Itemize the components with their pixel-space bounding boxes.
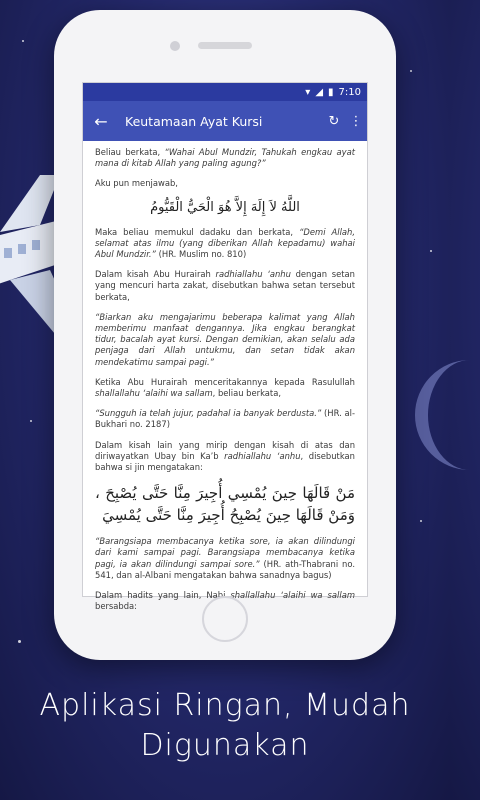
- page-title: Keutamaan Ayat Kursi: [125, 113, 263, 129]
- paragraph: [95, 440, 355, 474]
- text-italic: “Wahai Abul Mundzir, Tahukah engkau ayat mana di kitab Allah yang paling agung?”: [95, 147, 355, 169]
- star: [410, 70, 412, 72]
- tagline-line-2: Digunakan: [140, 728, 310, 763]
- text: Dalam kisah Abu Hurairah: [95, 269, 216, 280]
- phone-frame: [54, 10, 396, 660]
- phone-speaker: [198, 42, 252, 49]
- star: [420, 520, 422, 522]
- text: Beliau berkata,: [95, 147, 165, 157]
- wifi-icon: ▾: [305, 86, 311, 98]
- text-italic: “Demi Allah, selamat atas ilmu (yang diberikan Allah kepadamu) wahai Abul Mundzir.”: [95, 226, 355, 260]
- battery-icon: ▮: [328, 86, 334, 98]
- text: Dalam kisah lain yang mirip dengan kisah di atas dan diriwayatkan Ubay bin Ka’b: [95, 439, 355, 461]
- paragraph: [95, 178, 355, 189]
- star: [30, 420, 32, 422]
- home-button[interactable]: [202, 596, 248, 642]
- paragraph: [95, 147, 355, 169]
- star: [18, 640, 21, 643]
- paragraph: [95, 227, 355, 261]
- app-bar: [83, 101, 367, 141]
- arabic-verse: مَنْ قَالَهَا حِينَ يُمْسِي أُجِيرَ مِنَّا حَتَّى يُصْبِحَ ، وَمَنْ قَالَهَا حِينَ يُصْبِحُ أُجِيرَ مِنَّا حَتَّى يُمْسِيَ: [95, 484, 355, 525]
- text-italic: shallallahu ‘alaihi wa sallam: [95, 388, 213, 399]
- star: [22, 40, 24, 42]
- text: (HR. Muslim no. 810): [155, 249, 247, 260]
- paragraph: [95, 312, 355, 368]
- text-italic: shallallahu ‘alaihi wa sallam: [230, 590, 355, 601]
- text: Dalam hadits yang lain, Nabi: [95, 590, 231, 601]
- text-italic: radhiallahu ‘anhu: [224, 450, 301, 461]
- signal-icon: ◢: [315, 86, 324, 98]
- article-content: [83, 141, 367, 612]
- text-italic: “Sungguh ia telah jujur, padahal ia banyak berdusta.”: [95, 408, 322, 419]
- paragraph: [95, 377, 355, 399]
- paragraph: [95, 536, 355, 581]
- back-arrow-icon[interactable]: ←: [94, 111, 108, 131]
- more-options-icon[interactable]: ⋮: [349, 113, 363, 129]
- text: , disebutkan bahwa si jin mengatakan:: [95, 450, 355, 473]
- text: Maka beliau memukul dadaku dan berkata,: [95, 226, 300, 237]
- phone-screen: [82, 82, 368, 612]
- text: (HR. al-Bukhari no. 2187): [95, 408, 355, 430]
- arabic-verse: اللَّهُ لاَ إِلَهَ إِلاَّ هُوَ الْحَيُّ الْقَيُّومُ: [150, 199, 300, 215]
- paragraph: [95, 408, 355, 430]
- text: (HR. ath-Thabrani no. 541, dan al-Albani mengatakan bahwa sanadnya bagus): [95, 558, 355, 580]
- tagline-line-1: Aplikasi Ringan, Mudah: [39, 688, 411, 723]
- text: Ketika Abu Hurairah menceritakannya kepada Rasulullah: [95, 376, 355, 387]
- text: bersabda:: [95, 601, 137, 612]
- status-bar: [83, 83, 367, 101]
- phone-camera: [170, 41, 180, 51]
- text-italic: “Biarkan aku mengajarimu beberapa kalimat yang Allah memberimu manfaat dengannya. Jika engkau berangkat tidur, bacalah ayat kursi. Dengan demikian, akan selalu ada penjaga dari Allah untukmu, dan setan tidak akan mendekatimu sampai pagi.”: [95, 311, 355, 367]
- paragraph: [95, 269, 355, 303]
- refresh-icon[interactable]: ↻: [328, 113, 340, 129]
- text-italic: “Barangsiapa membacanya ketika sore, ia akan dilindungi dari kami sampai pagi. Barangsiapa membacanya ketika pagi, ia akan dilindungi sampai sore.”: [95, 536, 355, 569]
- status-time: 7:10: [338, 86, 361, 98]
- text-italic: radhiallahu ‘anhu: [215, 269, 291, 280]
- star: [430, 250, 432, 252]
- moon-illustration: [410, 360, 480, 470]
- text: , beliau berkata,: [212, 388, 281, 399]
- text: dengan setan yang mencuri harta zakat, disebutkan bahwa setan tersebut berkata,: [95, 269, 355, 302]
- text: Aku pun menjawab,: [95, 178, 178, 189]
